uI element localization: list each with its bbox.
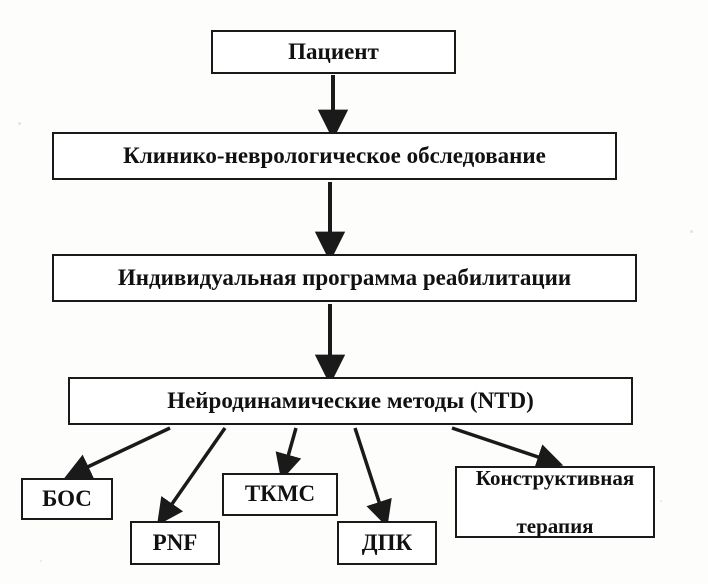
node-program-label: Индивидуальная программа реабилитации	[117, 264, 572, 290]
paper-speckle	[18, 122, 21, 125]
node-patient-label: Пациент	[288, 38, 379, 64]
node-tkms[interactable]	[222, 473, 338, 516]
node-pnf[interactable]	[130, 521, 220, 565]
node-clinical-neurological-examination[interactable]	[52, 132, 617, 180]
paper-speckle	[690, 230, 693, 233]
node-clinical-label: Клинико-неврологическое обследование	[123, 142, 546, 168]
node-pnf-label: PNF	[152, 529, 198, 555]
node-bos-label: БОС	[42, 485, 92, 511]
edge-ntd-bos	[77, 428, 170, 472]
node-bos[interactable]	[21, 478, 113, 520]
edge-ntd-pnf	[165, 428, 225, 514]
node-constructive-therapy[interactable]	[455, 466, 655, 538]
node-dpk[interactable]	[337, 521, 437, 565]
paper-speckle	[660, 500, 662, 502]
node-dpk-label: ДПК	[361, 529, 413, 555]
edge-ntd-dpk	[355, 428, 383, 514]
edge-ntd-tkms	[285, 428, 296, 467]
node-neurodynamic-methods[interactable]	[68, 377, 633, 425]
paper-speckle	[40, 560, 42, 562]
node-tkms-label: ТКМС	[244, 481, 316, 507]
node-individual-rehabilitation-program[interactable]	[52, 254, 637, 302]
edge-ntd-constructive	[452, 428, 550, 461]
node-constructive-label	[463, 466, 647, 538]
node-ntd-label: Нейродинамические методы (NTD)	[167, 387, 534, 413]
node-patient[interactable]	[211, 30, 456, 74]
node-constructive-label-line2: терапия	[516, 514, 594, 539]
node-constructive-label-line1: Конструктивная	[475, 465, 635, 490]
